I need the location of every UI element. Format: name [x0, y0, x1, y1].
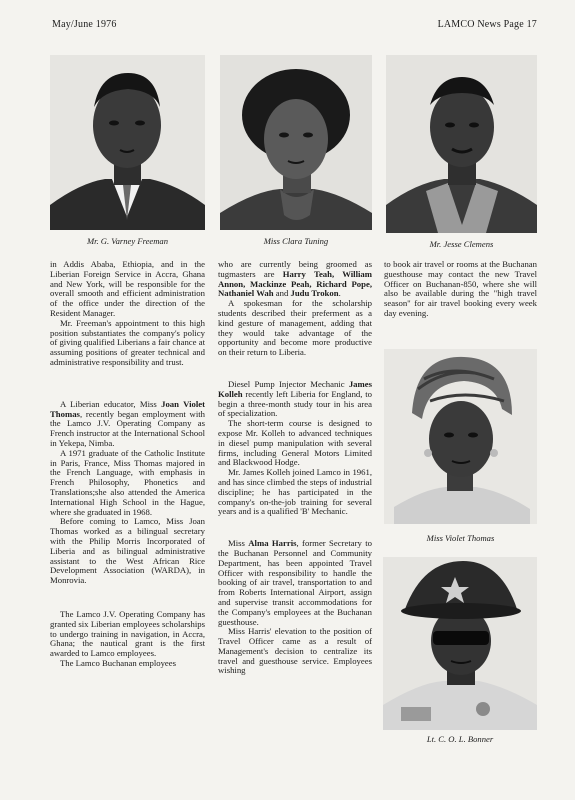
caption-thomas: Miss Violet Thomas — [426, 533, 495, 543]
portrait-photo-bonner — [383, 557, 537, 730]
portrait-photo-clemens — [386, 55, 537, 233]
article-column-1 — [50, 260, 205, 669]
caption-tuning: Miss Clara Tuning — [263, 236, 329, 246]
page-number: LAMCO News Page 17 — [437, 19, 537, 30]
paragraph: The short-term course is designed to expose Mr. Kolleh to advanced techniques in diesel pump manipulation with several firms, including General Motors Limited and Blackwood Hodge. — [218, 418, 372, 468]
caption-bonner: Lt. C. O. L. Bonner — [426, 734, 494, 744]
paragraph: A Liberian educator, Miss Joan Violet Thomas, recently began employment with the Lamco J.V. Operating Company as French instructor at the International School in Yekepa, Nimba. — [50, 398, 205, 448]
paragraph: Diesel Pump Injector Mechanic James Kolleh recently left Liberia for England, to begin a three-month study tour in his area of specialization. — [218, 378, 372, 419]
portrait-photo-tuning — [220, 55, 372, 230]
portrait-photo-freeman — [50, 55, 205, 230]
paragraph: Before coming to Lamco, Miss Joan Thomas worked as a bilingual secretary with the Philip Morris Incorporated of Liberia and as bilingual administrative assistant to the West African Rice Development Association (WARDA), in Monrovia. — [50, 516, 205, 586]
paragraph: Mr. James Kolleh joined Lamco in 1961, and has since climbed the steps of industrial discipline; he has participated in the company's on-the-job training for several years and is a qualified 'B' Mechanic. — [218, 467, 372, 517]
paragraph: Mr. Freeman's appointment to this high position substantiates the company's policy of giving qualified Liberians a fair chance at assuming positions of greater technical and administrative responsibility and trust. — [50, 317, 205, 367]
person-name: Alma Harris — [248, 538, 297, 549]
paragraph: in Addis Ababa, Ethiopia, and in the Liberian Foreign Service in Accra, Ghana and New York, will be responsible for the overall smooth and efficient administration of the office under the direction of the Resident Manager. — [50, 259, 205, 318]
paragraph: to book air travel or rooms at the Buchanan guesthouse may contact the new Travel Officer on Buchanan-850, where she will also be available during the "high travel season" for air travel booking every week day evening. — [384, 259, 537, 318]
paragraph: The Lamco Buchanan employees — [60, 657, 177, 668]
issue-date: May/June 1976 — [52, 19, 117, 30]
paragraph: Miss Alma Harris, former Secretary to the Buchanan Personnel and Community Department, has been appointed Travel Officer with responsibility to handle the booking of air travel, transportation to and from Roberts International Airport, assign and supervise transit accommodations for the Company's employees at the Buchanan guesthouse. — [218, 538, 372, 627]
caption-freeman: Mr. G. Varney Freeman — [86, 236, 169, 246]
paragraph: The Lamco J.V. Operating Company has granted six Liberian employees scholarships to undergo training in navigation, in Accra, Ghana; the nautical grant is the first awarded to Lamco employees. — [50, 608, 205, 659]
person-name: Judu Trokon — [290, 288, 339, 299]
caption-clemens: Mr. Jesse Clemens — [429, 239, 494, 249]
person-names: Harry Teah, William Annon, Mackinze Peah, Richard Pope, Nathaniel Wah — [218, 268, 372, 299]
article-column-3 — [384, 260, 537, 319]
paragraph: A spokesman for the scholarship students described their preferment as a kind gesture of management, adding that they would take advantage of the opportunity and become more productive on their return to Liberia. — [218, 298, 372, 358]
paragraph: who are currently being groomed as tugmasters are Harry Teah, William Annon, Mackinze Peah, Richard Pope, Nathaniel Wah and Judu Trokon. — [218, 259, 372, 299]
paragraph: Miss Harris' elevation to the position of Travel Officer came as a result of Management's decision to centralize its travel and guesthouse service. Employees wishing — [218, 626, 372, 676]
person-name: James Kolleh — [218, 378, 372, 399]
portrait-photo-thomas — [384, 349, 537, 524]
person-name: Joan Violet Thomas — [50, 398, 205, 419]
paragraph: A 1971 graduate of the Catholic Institute in Paris, France, Miss Thomas majored in the French Language, with emphasis in French Philosophy, Phonetics and Translations;she also attended the America International High School in the Hague, where she graduated in 1968. — [50, 447, 205, 517]
article-column-2 — [218, 260, 372, 676]
